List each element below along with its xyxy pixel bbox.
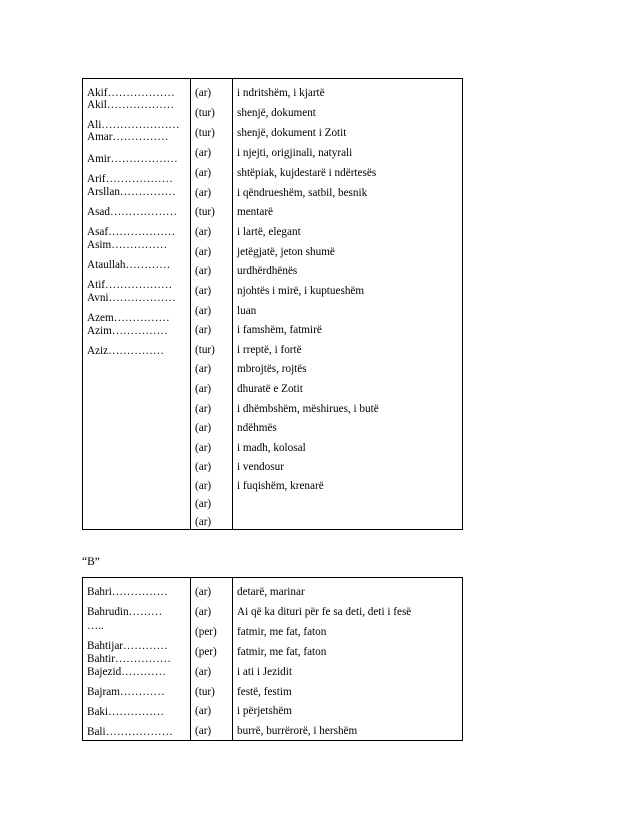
origin-entry: (ar) xyxy=(195,246,212,258)
meaning-entry: dhuratë e Zotit xyxy=(237,383,303,395)
name-entry: Arsllan…………… xyxy=(87,186,176,198)
name-entry: Arif……………… xyxy=(87,173,173,185)
origin-entry: (ar) xyxy=(195,147,212,159)
meaning-entry: jetëgjatë, jeton shumë xyxy=(237,246,335,258)
origin-entry: (ar) xyxy=(195,285,212,297)
name-entry: Aziz…………… xyxy=(87,345,165,357)
meaning-entry: i ndritshëm, i kjartë xyxy=(237,87,325,99)
origin-entry: (ar) xyxy=(195,403,212,415)
name-entry: Avni……………… xyxy=(87,292,176,304)
meaning-entry: fatmir, me fat, faton xyxy=(237,626,327,638)
names-table-b xyxy=(82,577,463,741)
name-entry: Asad……………… xyxy=(87,206,178,218)
name-entry: Ataullah………… xyxy=(87,259,171,271)
name-entry: Bahrudin……… xyxy=(87,606,163,618)
origin-entry: (ar) xyxy=(195,516,212,528)
meaning-entry: mbrojtës, rojtës xyxy=(237,363,307,375)
origin-entry: (ar) xyxy=(195,586,212,598)
name-entry: Azem…………… xyxy=(87,312,170,324)
origin-entry: (ar) xyxy=(195,666,212,678)
name-entry: Akif……………… xyxy=(87,87,175,99)
meaning-entry: festë, festim xyxy=(237,686,292,698)
meaning-entry: i madh, kolosal xyxy=(237,442,306,454)
origin-column xyxy=(190,578,232,740)
origin-entry: (ar) xyxy=(195,87,212,99)
meaning-entry: i njejti, origjinali, natyrali xyxy=(237,147,353,159)
meaning-column xyxy=(232,79,462,529)
meaning-entry: i lartë, elegant xyxy=(237,226,301,238)
origin-entry: (ar) xyxy=(195,725,212,737)
name-entry: Amir……………… xyxy=(87,153,178,165)
origin-entry: (ar) xyxy=(195,442,212,454)
origin-entry: (ar) xyxy=(195,422,212,434)
meaning-entry: i përjetshëm xyxy=(237,705,292,717)
origin-entry: (ar) xyxy=(195,305,212,317)
meaning-entry: detarë, marinar xyxy=(237,586,305,598)
meaning-entry: mentarë xyxy=(237,206,274,218)
name-entry: Bajezid………… xyxy=(87,666,166,678)
names-table-a xyxy=(82,78,463,530)
origin-entry: (tur) xyxy=(195,107,215,119)
meaning-entry: shtëpiak, kujdestarë i ndërtesës xyxy=(237,167,377,179)
origin-entry: (ar) xyxy=(195,324,212,336)
meaning-entry: i vendosur xyxy=(237,461,284,473)
origin-entry: (ar) xyxy=(195,383,212,395)
origin-entry: (tur) xyxy=(195,127,215,139)
meaning-entry: shenjë, dokument xyxy=(237,107,316,119)
meaning-entry: i qëndrueshëm, satbil, besnik xyxy=(237,187,368,199)
name-entry: Akil……………… xyxy=(87,99,175,111)
meaning-entry: burrë, burrërorë, i hershëm xyxy=(237,725,358,737)
meaning-entry: i ati i Jezidit xyxy=(237,666,292,678)
section-b-heading: “B” xyxy=(82,556,100,568)
origin-entry: (ar) xyxy=(195,265,212,277)
meaning-entry: fatmir, me fat, faton xyxy=(237,646,327,658)
origin-entry: (ar) xyxy=(195,461,212,473)
origin-entry: (ar) xyxy=(195,226,212,238)
meaning-entry: i fuqishëm, krenarë xyxy=(237,480,324,492)
name-column xyxy=(83,79,190,529)
name-entry: Atif……………… xyxy=(87,279,173,291)
origin-entry: (ar) xyxy=(195,705,212,717)
meaning-entry: shenjë, dokument i Zotit xyxy=(237,127,347,139)
origin-entry: (ar) xyxy=(195,187,212,199)
meaning-entry: urdhërdhënës xyxy=(237,265,298,277)
origin-entry: (tur) xyxy=(195,206,215,218)
origin-entry: (tur) xyxy=(195,686,215,698)
origin-entry: (per) xyxy=(195,626,217,638)
name-entry: Ali………………… xyxy=(87,119,180,131)
origin-entry: (ar) xyxy=(195,606,212,618)
origin-column xyxy=(190,79,232,529)
meaning-entry: Ai që ka dituri për fe sa deti, deti i fesë xyxy=(237,606,412,618)
origin-entry: (ar) xyxy=(195,167,212,179)
name-entry: Amar…………… xyxy=(87,131,169,143)
name-entry: ….. xyxy=(87,620,104,632)
name-entry: Asaf……………… xyxy=(87,226,176,238)
name-entry: Bajram………… xyxy=(87,686,165,698)
origin-entry: (ar) xyxy=(195,480,212,492)
name-entry: Bahtir…………… xyxy=(87,653,171,665)
meaning-entry: luan xyxy=(237,305,257,317)
name-entry: Asim…………… xyxy=(87,239,168,251)
meaning-entry: i rreptë, i fortë xyxy=(237,344,302,356)
meaning-entry: njohtës i mirë, i kuptueshëm xyxy=(237,285,365,297)
meaning-entry: ndëhmës xyxy=(237,422,277,434)
name-column xyxy=(83,578,190,740)
origin-entry: (ar) xyxy=(195,363,212,375)
name-entry: Baki…………… xyxy=(87,706,165,718)
origin-entry: (per) xyxy=(195,646,217,658)
origin-entry: (ar) xyxy=(195,498,212,510)
name-entry: Bahtijar………… xyxy=(87,640,168,652)
origin-entry: (tur) xyxy=(195,344,215,356)
name-entry: Azim…………… xyxy=(87,325,168,337)
meaning-entry: i famshëm, fatmirë xyxy=(237,324,322,336)
name-entry: Bali……………… xyxy=(87,726,173,738)
meaning-column xyxy=(232,578,462,740)
name-entry: Bahri…………… xyxy=(87,586,168,598)
meaning-entry: i dhëmbshëm, mëshirues, i butë xyxy=(237,403,379,415)
